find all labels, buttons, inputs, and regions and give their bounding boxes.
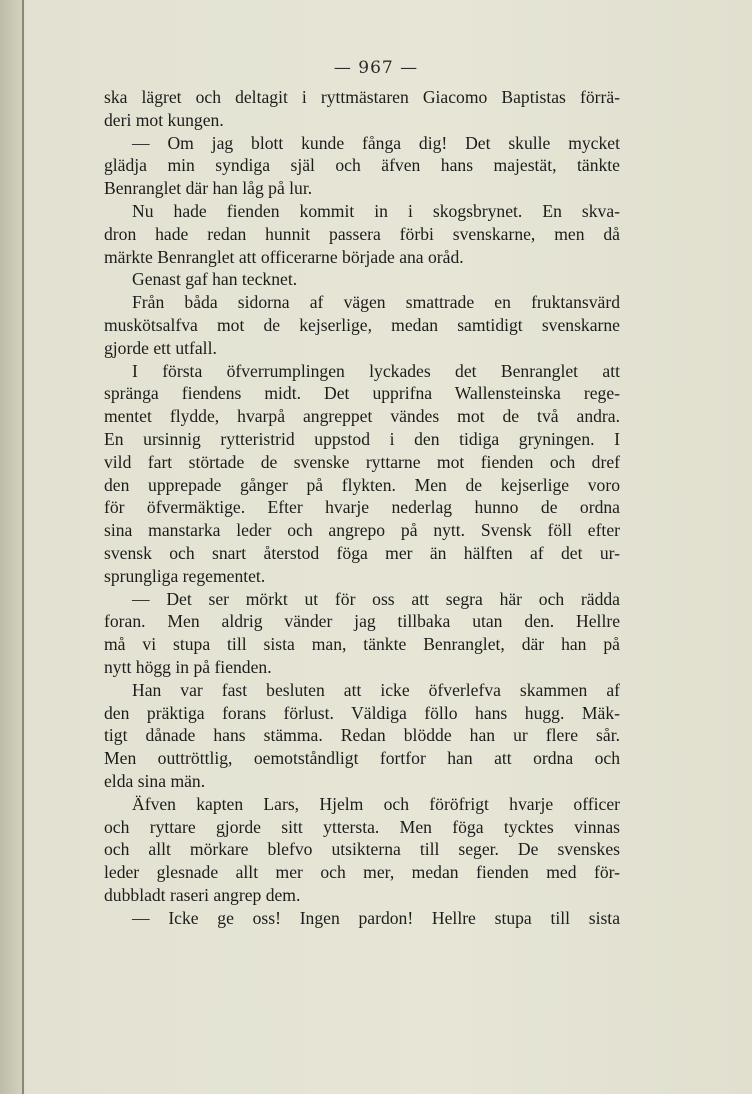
page-gutter-shadow bbox=[0, 0, 22, 1094]
text-line: må vi stupa till sista man, tänkte Benranglet, där han på bbox=[104, 634, 620, 655]
text-line: Genast gaf han tecknet. bbox=[132, 269, 298, 290]
text-line: sina manstarka leder och angrepo på nytt. Svensk föll efter bbox=[104, 520, 620, 541]
text-line: ska lägret och deltagit i ryttmästaren Giacomo Baptistas förrä- bbox=[104, 87, 620, 107]
text-line: muskötsalfva mot de kejserlige, medan samtidigt svenskarne bbox=[104, 314, 620, 335]
text-line: leder glesnade allt mer och mer, medan fienden med för- bbox=[104, 862, 620, 883]
page-number: — 967 — bbox=[333, 58, 419, 78]
text-line: I första öfverrumplingen lyckades det Benranglet att bbox=[132, 360, 620, 381]
text-line: En ursinnig rytteristrid uppstod i den tidiga gryningen. I bbox=[104, 428, 620, 449]
text-line: glädja min syndiga själ och äfven hans majestät, tänkte bbox=[104, 155, 620, 176]
text-line: och allt mörkare blefvo utsikterna till seger. De svenskes bbox=[104, 839, 620, 860]
text-line: dubbladt raseri angrep dem. bbox=[104, 884, 301, 905]
text-line: Han var fast besluten att icke öfverlefva skammen af bbox=[132, 679, 620, 700]
text-line: och ryttare gjorde sitt yttersta. Men föga tycktes vinnas bbox=[104, 816, 620, 837]
text-line: Äfven kapten Lars, Hjelm och föröfrigt hvarje officer bbox=[132, 793, 620, 814]
body-text bbox=[104, 86, 620, 929]
text-line: nytt högg in på fienden. bbox=[104, 656, 272, 677]
text-line: Benranglet där han låg på lur. bbox=[104, 178, 313, 199]
text-line: vild fart störtade de svenske ryttarne mot fienden och dref bbox=[104, 451, 620, 472]
text-line: gjorde ett utfall. bbox=[104, 337, 217, 358]
text-line: deri mot kungen. bbox=[104, 109, 224, 130]
text-line: — Om jag blott kunde fånga dig! Det skulle mycket bbox=[132, 132, 620, 153]
text-line: — Icke ge oss! Ingen pardon! Hellre stupa till sista bbox=[132, 907, 620, 928]
text-line: den upprepade gånger på flykten. Men de kejserlige voro bbox=[104, 474, 620, 495]
text-line: dron hade redan hunnit passera förbi svenskarne, men då bbox=[104, 223, 620, 244]
text-line: sprungliga regementet. bbox=[104, 565, 266, 586]
text-line: Nu hade fienden kommit in i skogsbrynet. En skva- bbox=[132, 200, 620, 221]
text-line: svensk och snart återstod föga mer än hälften af det ur- bbox=[104, 542, 620, 563]
text-line: spränga fiendens midt. Det upprifna Wallensteinska rege- bbox=[104, 383, 620, 404]
text-line: elda sina män. bbox=[104, 770, 206, 791]
text-line: Från båda sidorna af vägen smattrade en fruktansvärd bbox=[132, 292, 620, 313]
text-line: foran. Men aldrig vänder jag tillbaka utan den. Hellre bbox=[104, 611, 620, 632]
text-line: för öfvermäktige. Efter hvarje nederlag hunno de ordna bbox=[104, 497, 620, 518]
text-line: mentet flydde, hvarpå angreppet vändes mot de två andra. bbox=[104, 406, 620, 427]
page-gutter-edge bbox=[22, 0, 24, 1094]
text-line: tigt dånade hans stämma. Redan blödde han ur flere sår. bbox=[104, 725, 620, 746]
text-line: märkte Benranglet att officerarne började ana oråd. bbox=[104, 246, 464, 267]
text-line: den präktiga forans förlust. Väldiga föllo hans hugg. Mäk- bbox=[104, 702, 620, 723]
text-line: — Det ser mörkt ut för oss att segra här och rädda bbox=[132, 588, 620, 609]
text-line: Men outtröttlig, oemotståndligt fortfor han att ordna och bbox=[104, 748, 620, 769]
